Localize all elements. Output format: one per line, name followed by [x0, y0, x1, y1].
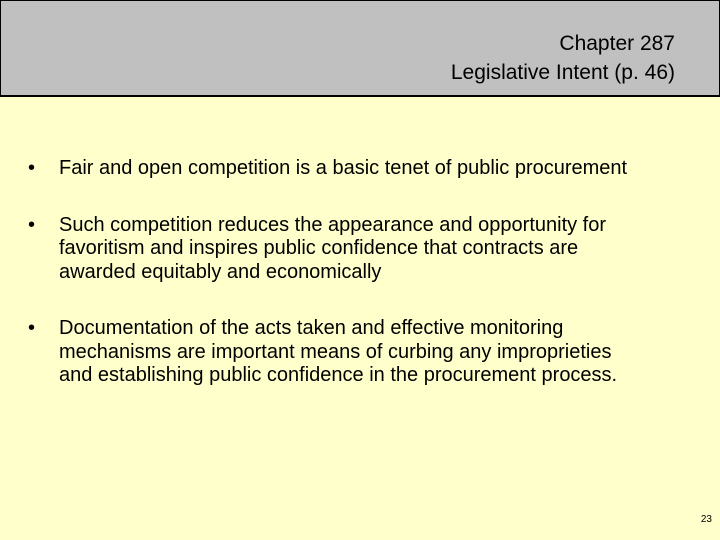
bullet-item: [28, 157, 648, 181]
slide-title: [451, 29, 675, 87]
bullet-text: Fair and open competition is a basic tenet of public procurement: [59, 157, 628, 179]
page-number: 23: [700, 514, 712, 525]
title-bar: [0, 0, 720, 97]
bullet-marker: •: [28, 317, 36, 339]
bullet-item: [28, 317, 648, 388]
title-line-subtitle: Legislative Intent (p. 46): [450, 61, 675, 84]
bullet-item: [28, 214, 648, 285]
bullet-marker: •: [28, 157, 36, 179]
bullet-text: Documentation of the acts taken and effective monitoring mechanisms are important means of curbing any improprieties and establishing public confidence in the procurement process.: [59, 317, 618, 386]
bullet-marker: •: [28, 213, 36, 236]
bullet-text: Such competition reduces the appearance and opportunity for favoritism and inspires public confidence that contracts are awarded equitably and economically: [59, 213, 607, 283]
title-line-chapter: Chapter 287: [559, 32, 675, 55]
bullet-list: [28, 157, 648, 388]
